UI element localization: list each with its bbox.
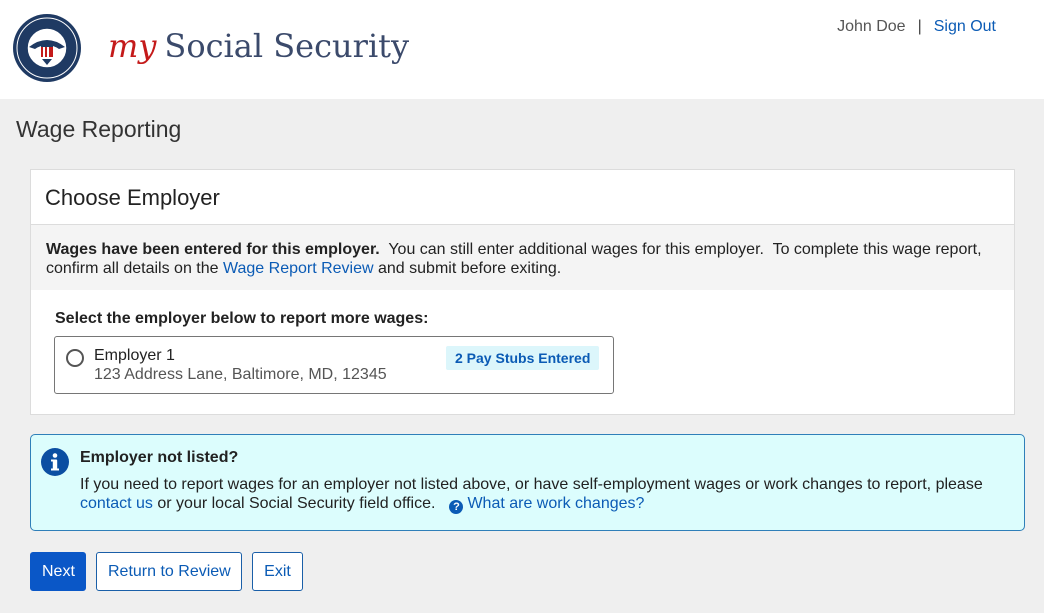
contact-us-link[interactable]: contact us — [80, 495, 153, 512]
notice-text-part-2: and submit before exiting. — [373, 260, 562, 277]
card-title: Choose Employer — [45, 185, 220, 210]
brand-my: my — [108, 27, 157, 65]
notice-bold-text: Wages have been entered for this employer. — [46, 241, 380, 258]
next-button[interactable]: Next — [30, 552, 86, 591]
info-body-part-1: If you need to report wages for an employer not listed above, or have self-employment wages or work changes to report, please — [80, 476, 983, 493]
user-name: John Doe — [837, 18, 906, 35]
page-title: Wage Reporting — [16, 116, 182, 142]
info-body — [80, 475, 1010, 514]
employer-not-listed-info-box — [30, 434, 1025, 531]
site-header — [0, 0, 1044, 99]
user-bar — [837, 17, 996, 37]
employer-address: 123 Address Lane, Baltimore, MD, 12345 — [94, 366, 387, 383]
employer-radio[interactable] — [66, 349, 84, 367]
brand-wordmark — [108, 26, 409, 66]
question-circle-icon[interactable]: ? — [449, 500, 463, 514]
wages-entered-notice — [31, 225, 1014, 290]
exit-button[interactable]: Exit — [252, 552, 303, 591]
choose-employer-card — [30, 169, 1015, 415]
notice-text-part-1: You can still enter additional wages for this employer. To complete this wage report, confirm all details on the — [46, 241, 987, 277]
employer-name: Employer 1 — [94, 347, 175, 364]
notice-text — [46, 240, 1001, 278]
brand-name: Social Security — [164, 27, 410, 65]
info-icon — [40, 447, 70, 477]
employer-option[interactable] — [54, 336, 614, 394]
user-bar-separator: | — [917, 18, 922, 35]
work-changes-help-link[interactable]: What are work changes? — [467, 495, 645, 512]
select-employer-label: Select the employer below to report more wages: — [55, 310, 429, 327]
sign-out-link[interactable]: Sign Out — [933, 18, 996, 35]
wage-report-review-link[interactable]: Wage Report Review — [222, 260, 374, 277]
info-body-part-2: or your local Social Security field office. — [152, 495, 436, 512]
return-to-review-button[interactable]: Return to Review — [96, 552, 242, 591]
info-title: Employer not listed? — [80, 449, 239, 466]
ssa-seal-logo — [12, 13, 82, 83]
pay-stubs-badge: 2 Pay Stubs Entered — [446, 346, 599, 370]
